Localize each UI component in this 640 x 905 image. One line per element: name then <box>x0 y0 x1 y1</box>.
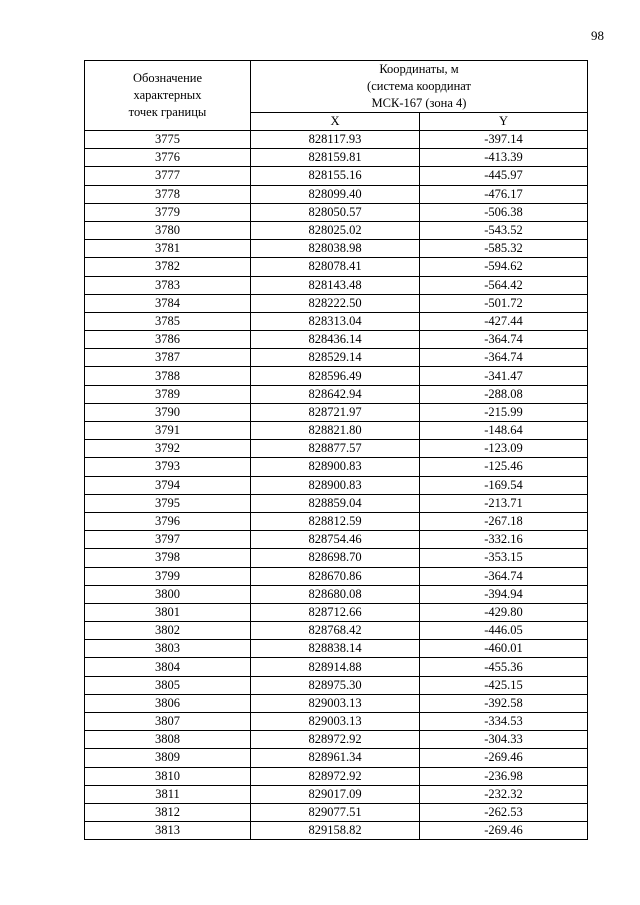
y-coordinate-cell: -506.38 <box>420 203 588 221</box>
point-id-cell: 3796 <box>85 512 251 530</box>
coordinates-column-header <box>251 61 588 113</box>
point-id-cell: 3775 <box>85 131 251 149</box>
y-coordinate-cell: -564.42 <box>420 276 588 294</box>
point-id-cell: 3795 <box>85 494 251 512</box>
x-coordinate-cell: 828050.57 <box>251 203 420 221</box>
table-body <box>85 131 588 840</box>
table-row <box>85 785 588 803</box>
y-coordinate-cell: -148.64 <box>420 422 588 440</box>
x-coordinate-cell: 828812.59 <box>251 512 420 530</box>
y-coordinate-cell: -213.71 <box>420 494 588 512</box>
point-id-cell: 3788 <box>85 367 251 385</box>
table-row <box>85 603 588 621</box>
x-coordinate-cell: 828436.14 <box>251 331 420 349</box>
table-row <box>85 567 588 585</box>
x-coordinate-cell: 828078.41 <box>251 258 420 276</box>
y-coordinate-cell: -288.08 <box>420 385 588 403</box>
x-coordinate-cell: 828914.88 <box>251 658 420 676</box>
table-row <box>85 622 588 640</box>
point-id-cell: 3794 <box>85 476 251 494</box>
table-row <box>85 403 588 421</box>
x-coordinate-cell: 829003.13 <box>251 713 420 731</box>
y-coordinate-cell: -269.46 <box>420 749 588 767</box>
table-row <box>85 385 588 403</box>
y-coordinate-cell: -364.74 <box>420 349 588 367</box>
point-id-cell: 3806 <box>85 694 251 712</box>
x-coordinate-cell: 828313.04 <box>251 312 420 330</box>
point-id-cell: 3780 <box>85 221 251 239</box>
y-coordinate-cell: -269.46 <box>420 822 588 840</box>
boundary-coordinates-table <box>84 60 588 840</box>
table-row <box>85 531 588 549</box>
x-coordinate-cell: 828099.40 <box>251 185 420 203</box>
x-coordinate-cell: 829158.82 <box>251 822 420 840</box>
x-coordinate-cell: 828877.57 <box>251 440 420 458</box>
page-number: 98 <box>591 28 604 43</box>
table-row <box>85 803 588 821</box>
y-coordinate-cell: -460.01 <box>420 640 588 658</box>
point-id-cell: 3808 <box>85 731 251 749</box>
x-column-header: X <box>251 113 420 131</box>
y-coordinate-cell: -353.15 <box>420 549 588 567</box>
point-id-cell: 3811 <box>85 785 251 803</box>
y-coordinate-cell: -232.32 <box>420 785 588 803</box>
x-coordinate-cell: 829077.51 <box>251 803 420 821</box>
point-id-cell: 3787 <box>85 349 251 367</box>
table-row <box>85 494 588 512</box>
y-coordinate-cell: -304.33 <box>420 731 588 749</box>
x-coordinate-cell: 828159.81 <box>251 149 420 167</box>
x-coordinate-cell: 828117.93 <box>251 131 420 149</box>
point-id-cell: 3784 <box>85 294 251 312</box>
table-row <box>85 185 588 203</box>
x-coordinate-cell: 828155.16 <box>251 167 420 185</box>
table-row <box>85 294 588 312</box>
table-row <box>85 221 588 239</box>
point-id-cell: 3777 <box>85 167 251 185</box>
table-row <box>85 767 588 785</box>
y-coordinate-cell: -445.97 <box>420 167 588 185</box>
point-id-cell: 3783 <box>85 276 251 294</box>
y-coordinate-cell: -594.62 <box>420 258 588 276</box>
point-id-cell: 3804 <box>85 658 251 676</box>
table-row <box>85 258 588 276</box>
table-row <box>85 349 588 367</box>
x-coordinate-cell: 828972.92 <box>251 767 420 785</box>
y-column-header: Y <box>420 113 588 131</box>
point-id-cell: 3790 <box>85 403 251 421</box>
y-coordinate-cell: -364.74 <box>420 331 588 349</box>
table-row <box>85 549 588 567</box>
point-id-cell: 3785 <box>85 312 251 330</box>
y-coordinate-cell: -392.58 <box>420 694 588 712</box>
point-id-cell: 3810 <box>85 767 251 785</box>
table-row <box>85 476 588 494</box>
point-id-cell: 3779 <box>85 203 251 221</box>
point-id-cell: 3793 <box>85 458 251 476</box>
coords-header-line-2: (система координат <box>367 79 471 93</box>
x-coordinate-cell: 828768.42 <box>251 622 420 640</box>
point-id-cell: 3789 <box>85 385 251 403</box>
point-id-cell: 3786 <box>85 331 251 349</box>
points-column-header <box>85 61 251 131</box>
x-coordinate-cell: 828698.70 <box>251 549 420 567</box>
points-header-line-1: Обозначение <box>132 71 203 85</box>
x-coordinate-cell: 828143.48 <box>251 276 420 294</box>
table-row <box>85 149 588 167</box>
y-coordinate-cell: -169.54 <box>420 476 588 494</box>
x-coordinate-cell: 828680.08 <box>251 585 420 603</box>
table-row <box>85 458 588 476</box>
x-coordinate-cell: 828821.80 <box>251 422 420 440</box>
points-header-line-3: точек границы <box>128 105 207 119</box>
x-coordinate-cell: 828025.02 <box>251 221 420 239</box>
x-coordinate-cell: 828712.66 <box>251 603 420 621</box>
x-coordinate-cell: 828529.14 <box>251 349 420 367</box>
table-row <box>85 640 588 658</box>
y-coordinate-cell: -394.94 <box>420 585 588 603</box>
table-row <box>85 276 588 294</box>
x-coordinate-cell: 828670.86 <box>251 567 420 585</box>
x-coordinate-cell: 829003.13 <box>251 694 420 712</box>
table-row <box>85 676 588 694</box>
table-row <box>85 167 588 185</box>
point-id-cell: 3802 <box>85 622 251 640</box>
y-coordinate-cell: -585.32 <box>420 240 588 258</box>
y-coordinate-cell: -476.17 <box>420 185 588 203</box>
x-coordinate-cell: 828642.94 <box>251 385 420 403</box>
x-coordinate-cell: 828972.92 <box>251 731 420 749</box>
point-id-cell: 3791 <box>85 422 251 440</box>
table-row <box>85 131 588 149</box>
table-row <box>85 240 588 258</box>
table-row <box>85 367 588 385</box>
point-id-cell: 3807 <box>85 713 251 731</box>
table-row <box>85 694 588 712</box>
table-row <box>85 331 588 349</box>
x-coordinate-cell: 828038.98 <box>251 240 420 258</box>
x-coordinate-cell: 828596.49 <box>251 367 420 385</box>
point-id-cell: 3778 <box>85 185 251 203</box>
table-row <box>85 585 588 603</box>
y-coordinate-cell: -429.80 <box>420 603 588 621</box>
point-id-cell: 3800 <box>85 585 251 603</box>
point-id-cell: 3799 <box>85 567 251 585</box>
table-row <box>85 512 588 530</box>
y-coordinate-cell: -425.15 <box>420 676 588 694</box>
x-coordinate-cell: 828961.34 <box>251 749 420 767</box>
x-coordinate-cell: 828900.83 <box>251 476 420 494</box>
x-coordinate-cell: 828900.83 <box>251 458 420 476</box>
y-coordinate-cell: -543.52 <box>420 221 588 239</box>
points-header-line-2: характерных <box>133 88 202 102</box>
table-row <box>85 203 588 221</box>
x-coordinate-cell: 828859.04 <box>251 494 420 512</box>
y-coordinate-cell: -364.74 <box>420 567 588 585</box>
y-coordinate-cell: -455.36 <box>420 658 588 676</box>
x-coordinate-cell: 828838.14 <box>251 640 420 658</box>
point-id-cell: 3803 <box>85 640 251 658</box>
table-row <box>85 749 588 767</box>
y-coordinate-cell: -123.09 <box>420 440 588 458</box>
point-id-cell: 3776 <box>85 149 251 167</box>
y-coordinate-cell: -446.05 <box>420 622 588 640</box>
y-coordinate-cell: -501.72 <box>420 294 588 312</box>
y-coordinate-cell: -267.18 <box>420 512 588 530</box>
y-coordinate-cell: -262.53 <box>420 803 588 821</box>
point-id-cell: 3798 <box>85 549 251 567</box>
point-id-cell: 3792 <box>85 440 251 458</box>
y-coordinate-cell: -427.44 <box>420 312 588 330</box>
table-row <box>85 440 588 458</box>
table-row <box>85 713 588 731</box>
y-coordinate-cell: -236.98 <box>420 767 588 785</box>
x-coordinate-cell: 828754.46 <box>251 531 420 549</box>
x-coordinate-cell: 828222.50 <box>251 294 420 312</box>
y-coordinate-cell: -332.16 <box>420 531 588 549</box>
table-row <box>85 731 588 749</box>
point-id-cell: 3801 <box>85 603 251 621</box>
x-coordinate-cell: 828975.30 <box>251 676 420 694</box>
coords-header-line-3: МСК-167 (зона 4) <box>371 96 467 110</box>
point-id-cell: 3812 <box>85 803 251 821</box>
y-coordinate-cell: -341.47 <box>420 367 588 385</box>
y-coordinate-cell: -215.99 <box>420 403 588 421</box>
point-id-cell: 3813 <box>85 822 251 840</box>
table-row <box>85 822 588 840</box>
table-header <box>85 61 588 131</box>
point-id-cell: 3809 <box>85 749 251 767</box>
point-id-cell: 3805 <box>85 676 251 694</box>
coords-header-line-1: Координаты, м <box>379 62 459 76</box>
table-row <box>85 312 588 330</box>
y-coordinate-cell: -413.39 <box>420 149 588 167</box>
y-coordinate-cell: -334.53 <box>420 713 588 731</box>
point-id-cell: 3797 <box>85 531 251 549</box>
y-coordinate-cell: -125.46 <box>420 458 588 476</box>
x-coordinate-cell: 829017.09 <box>251 785 420 803</box>
y-coordinate-cell: -397.14 <box>420 131 588 149</box>
point-id-cell: 3781 <box>85 240 251 258</box>
x-coordinate-cell: 828721.97 <box>251 403 420 421</box>
table-row <box>85 658 588 676</box>
point-id-cell: 3782 <box>85 258 251 276</box>
table-row <box>85 422 588 440</box>
